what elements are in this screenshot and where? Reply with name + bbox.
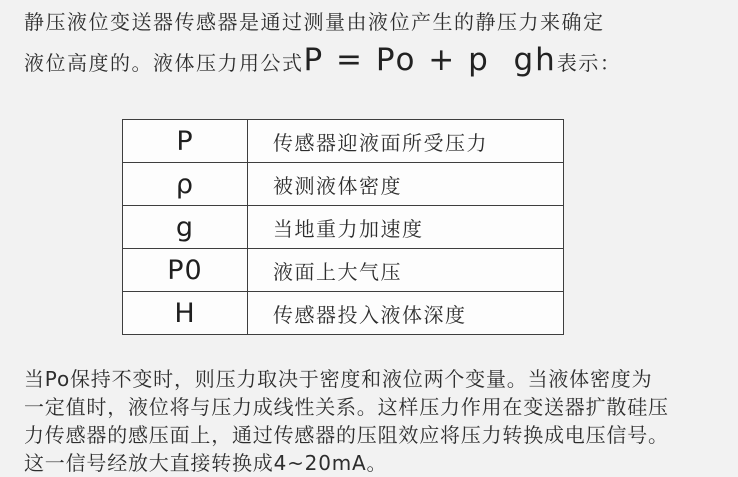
symbol-cell: P bbox=[123, 120, 248, 163]
symbol-definition-table bbox=[122, 119, 564, 335]
symbol-cell: g bbox=[123, 206, 248, 249]
description-cell: 传感器投入液体深度 bbox=[248, 292, 564, 335]
description-cell: 传感器迎液面所受压力 bbox=[248, 120, 564, 163]
table-row bbox=[123, 249, 564, 292]
body-paragraph bbox=[24, 365, 728, 477]
description-cell: 被测液体密度 bbox=[248, 163, 564, 206]
symbol-cell: ρ bbox=[123, 163, 248, 206]
description-cell: 液面上大气压 bbox=[248, 249, 564, 292]
intro-line-2-prefix: 液位高度的。液体压力用公式 bbox=[24, 51, 304, 75]
body-line-3: 力传感器的感压面上，通过传感器的压阻效应将压力转换成电压信号。 bbox=[24, 423, 669, 447]
table-row bbox=[123, 163, 564, 206]
table-row bbox=[123, 292, 564, 335]
body-line-2: 一定值时，液位将与压力成线性关系。这样压力作用在变送器扩散硅压 bbox=[24, 395, 669, 419]
intro-line-2-suffix: 表示： bbox=[556, 51, 622, 75]
symbol-cell: P0 bbox=[123, 249, 248, 292]
body-line-4: 这一信号经放大直接转换成4~20mA。 bbox=[24, 451, 388, 475]
symbol-cell: H bbox=[123, 292, 248, 335]
description-cell: 当地重力加速度 bbox=[248, 206, 564, 249]
table-row bbox=[123, 206, 564, 249]
intro-line-2 bbox=[24, 42, 722, 78]
pressure-formula: P = Po + p gh bbox=[303, 42, 557, 78]
intro-line-1: 静压液位变送器传感器是通过测量由液位产生的静压力来确定 bbox=[24, 10, 605, 34]
table-row bbox=[123, 120, 564, 163]
intro-paragraph bbox=[24, 5, 722, 78]
body-line-1: 当Po保持不变时，则压力取决于密度和液位两个变量。当液体密度为 bbox=[24, 367, 653, 391]
